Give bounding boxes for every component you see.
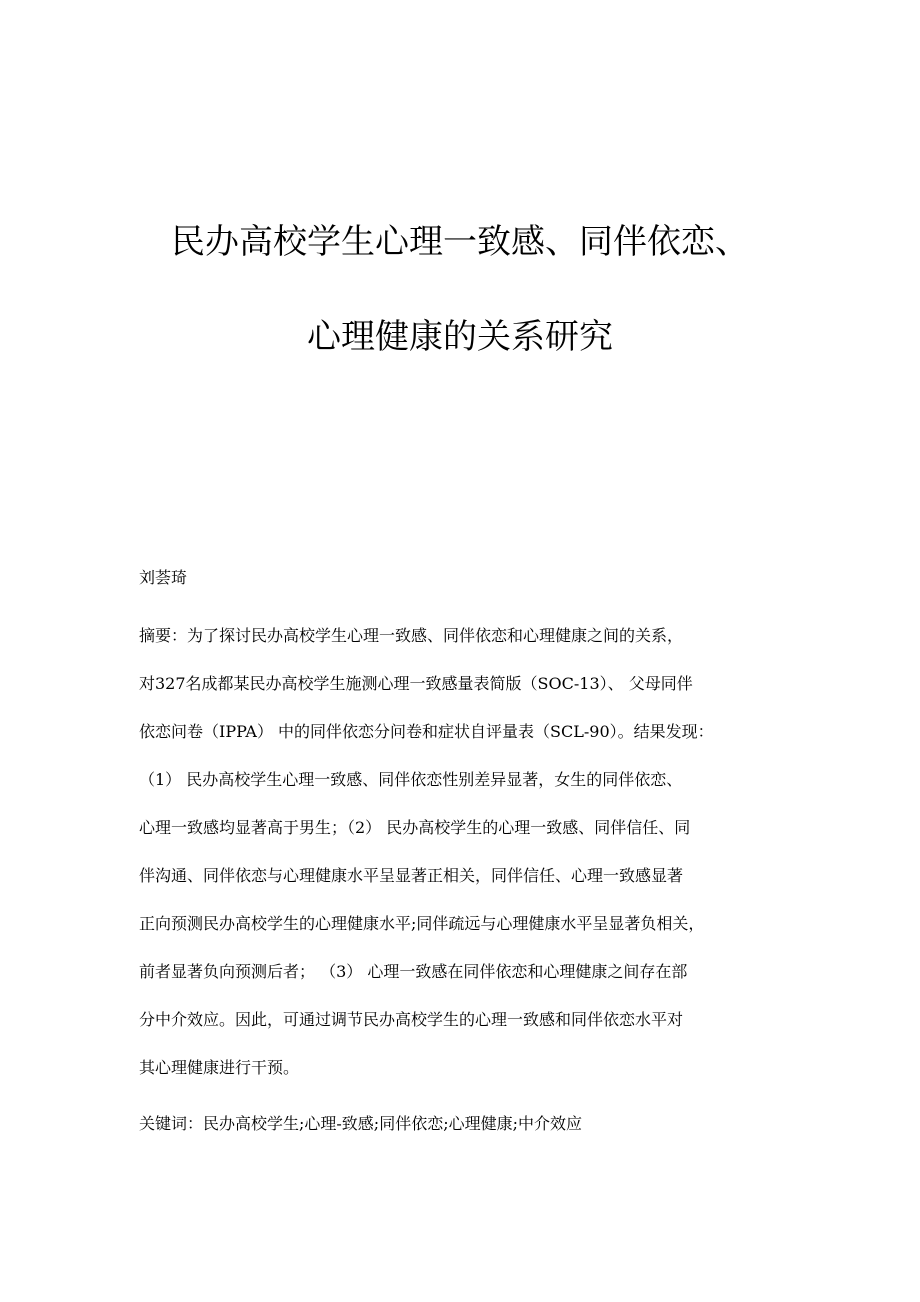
abstract-line: （1） 民办高校学生心理一致感、同伴依恋性别差异显著，女生的同伴依恋、	[139, 770, 683, 789]
abstract-line: 前者显著负向预测后者； （3） 心理一致感在同伴依恋和心理健康之间存在部	[139, 962, 688, 981]
abstract-line: 分中介效应。因此，可通过调节民办高校学生的心理一致感和同伴依恋水平对	[139, 1010, 684, 1029]
abstract-line: 心理一致感均显著高于男生；（2） 民办高校学生的心理一致感、同伴信任、同	[139, 818, 691, 837]
title-line-1: 民办高校学生心理一致感、同伴依恋、	[171, 222, 749, 262]
abstract-line: 摘要：为了探讨民办高校学生心理一致感、同伴依恋和心理健康之间的关系，	[139, 626, 684, 645]
title-line-2: 心理健康的关系研究	[307, 317, 613, 357]
abstract-line: 伴沟通、同伴依恋与心理健康水平呈显著正相关，同伴信任、心理一致感显著	[139, 866, 684, 885]
abstract-line: 正向预测民办高校学生的心理健康水平;同伴疏远与心理健康水平呈显著负相关，	[139, 914, 705, 933]
author-name: 刘荟琦	[139, 568, 188, 587]
abstract-line: 对327名成都某民办高校学生施测心理一致感量表简版（SOC-13）、 父母同伴	[139, 674, 693, 693]
abstract-line: 其心理健康进行干预。	[139, 1058, 300, 1077]
abstract-line: 依恋问卷（IPPA） 中的同伴依恋分问卷和症状自评量表（SCL-90）。结果发现：	[139, 722, 714, 741]
keywords: 关键词：民办高校学生;心理-致感;同伴依恋;心理健康;中介效应	[139, 1114, 582, 1133]
